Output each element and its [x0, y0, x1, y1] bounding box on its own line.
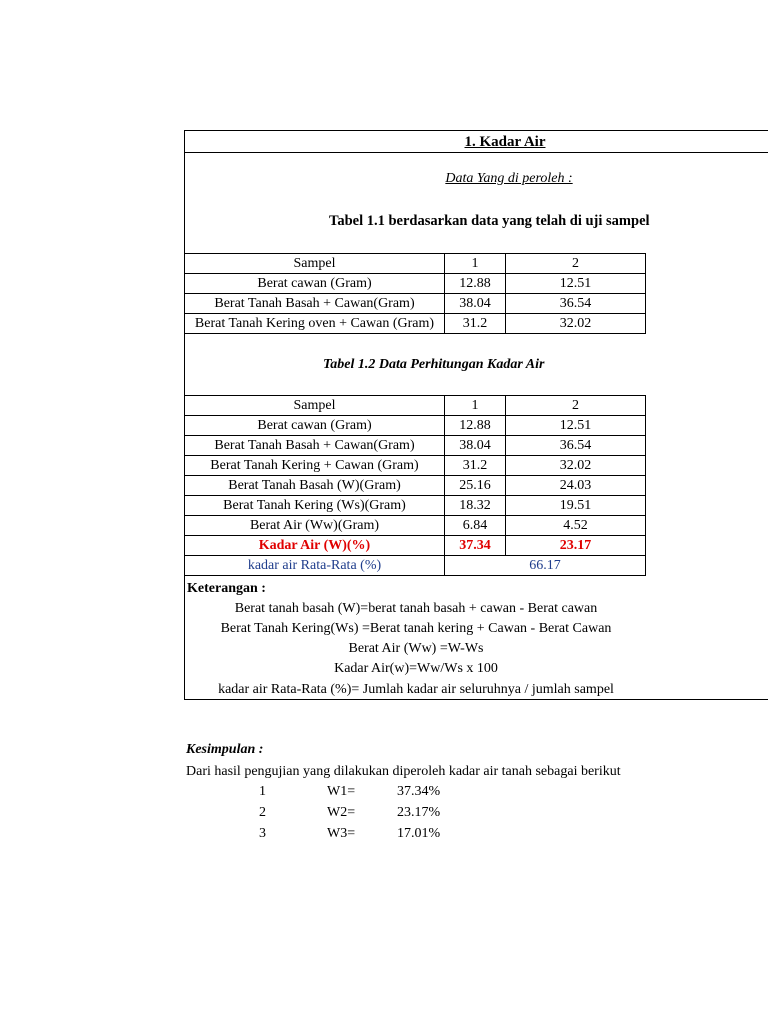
table-row: [185, 274, 646, 294]
header-cell: 2: [506, 396, 646, 416]
table-header-row: [185, 254, 646, 274]
table1: [184, 253, 646, 334]
cell-value: 31.2: [445, 314, 506, 334]
keterangan-label: Keterangan :: [187, 581, 266, 596]
table-row: [185, 436, 646, 456]
result-value: 17.01%: [397, 826, 441, 841]
keterangan-line: Berat Tanah Kering(Ws) =Berat tanah kering + Cawan - Berat Cawan: [220, 621, 612, 636]
keterangan-line: kadar air Rata-Rata (%)= Jumlah kadar air seluruhnya / jumlah sampel: [218, 682, 614, 697]
cell-value: 19.51: [506, 496, 646, 516]
cell-value: 38.04: [445, 294, 506, 314]
table-row: [185, 416, 646, 436]
header-cell: 2: [506, 254, 646, 274]
row-label: Berat Tanah Kering oven + Cawan (Gram): [185, 314, 445, 334]
subtitle: Data Yang di peroleh :: [445, 171, 573, 186]
cell-value: 25.16: [445, 476, 506, 496]
result-label: W3=: [327, 826, 356, 841]
table-row: [185, 496, 646, 516]
kesimpulan-text: Dari hasil pengujian yang dilakukan diperoleh kadar air tanah sebagai berikut: [186, 764, 621, 779]
cell-value: 12.88: [445, 416, 506, 436]
table-row: [185, 294, 646, 314]
kesimpulan-label: Kesimpulan :: [186, 742, 264, 757]
average-value: 66.17: [445, 556, 646, 576]
cell-value: 6.84: [445, 516, 506, 536]
cell-value: 18.32: [445, 496, 506, 516]
result-number: 2: [259, 805, 266, 820]
result-value: 37.34%: [397, 784, 441, 799]
cell-value: 4.52: [506, 516, 646, 536]
keterangan-line: Kadar Air(w)=Ww/Ws x 100: [334, 661, 498, 676]
kadar-air-value: 37.34: [445, 536, 506, 556]
cell-value: 38.04: [445, 436, 506, 456]
result-row: [0, 805, 768, 827]
result-number: 1: [259, 784, 266, 799]
table1-caption: Tabel 1.1 berdasarkan data yang telah di uji sampel: [329, 213, 650, 229]
result-row: [0, 826, 768, 848]
kadar-air-value: 23.17: [506, 536, 646, 556]
header-cell: Sampel: [185, 396, 445, 416]
table2: [184, 395, 646, 576]
cell-value: 36.54: [506, 294, 646, 314]
header-cell: Sampel: [185, 254, 445, 274]
keterangan-line: Berat Air (Ww) =W-Ws: [348, 641, 484, 656]
average-label: kadar air Rata-Rata (%): [185, 556, 445, 576]
cell-value: 31.2: [445, 456, 506, 476]
row-label: Berat Tanah Kering + Cawan (Gram): [185, 456, 445, 476]
table-header-row: [185, 396, 646, 416]
spreadsheet-page: [184, 130, 768, 700]
result-number: 3: [259, 826, 266, 841]
row-label: Berat cawan (Gram): [185, 416, 445, 436]
table-row: [185, 456, 646, 476]
table-row: [185, 516, 646, 536]
cell-value: 32.02: [506, 314, 646, 334]
result-value: 23.17%: [397, 805, 441, 820]
row-label: Berat Air (Ww)(Gram): [185, 516, 445, 536]
average-row: [185, 556, 646, 576]
cell-value: 12.51: [506, 416, 646, 436]
cell-value: 32.02: [506, 456, 646, 476]
result-label: W2=: [327, 805, 356, 820]
row-label: Berat Tanah Basah (W)(Gram): [185, 476, 445, 496]
table-row: [185, 314, 646, 334]
keterangan-line: Berat tanah basah (W)=berat tanah basah + cawan - Berat cawan: [234, 601, 598, 616]
cell-value: 24.03: [506, 476, 646, 496]
header-cell: 1: [445, 254, 506, 274]
cell-value: 36.54: [506, 436, 646, 456]
row-label: Berat Tanah Basah + Cawan(Gram): [185, 436, 445, 456]
header-cell: 1: [445, 396, 506, 416]
row-label: Berat Tanah Basah + Cawan(Gram): [185, 294, 445, 314]
result-label: W1=: [327, 784, 356, 799]
table-row: [185, 476, 646, 496]
section-title: 1. Kadar Air: [185, 131, 768, 153]
kadar-air-row: [185, 536, 646, 556]
row-label: Berat cawan (Gram): [185, 274, 445, 294]
cell-value: 12.51: [506, 274, 646, 294]
result-row: [0, 784, 768, 806]
cell-value: 12.88: [445, 274, 506, 294]
row-label: Berat Tanah Kering (Ws)(Gram): [185, 496, 445, 516]
kadar-air-label: Kadar Air (W)(%): [185, 536, 445, 556]
table2-caption: Tabel 1.2 Data Perhitungan Kadar Air: [323, 357, 545, 372]
